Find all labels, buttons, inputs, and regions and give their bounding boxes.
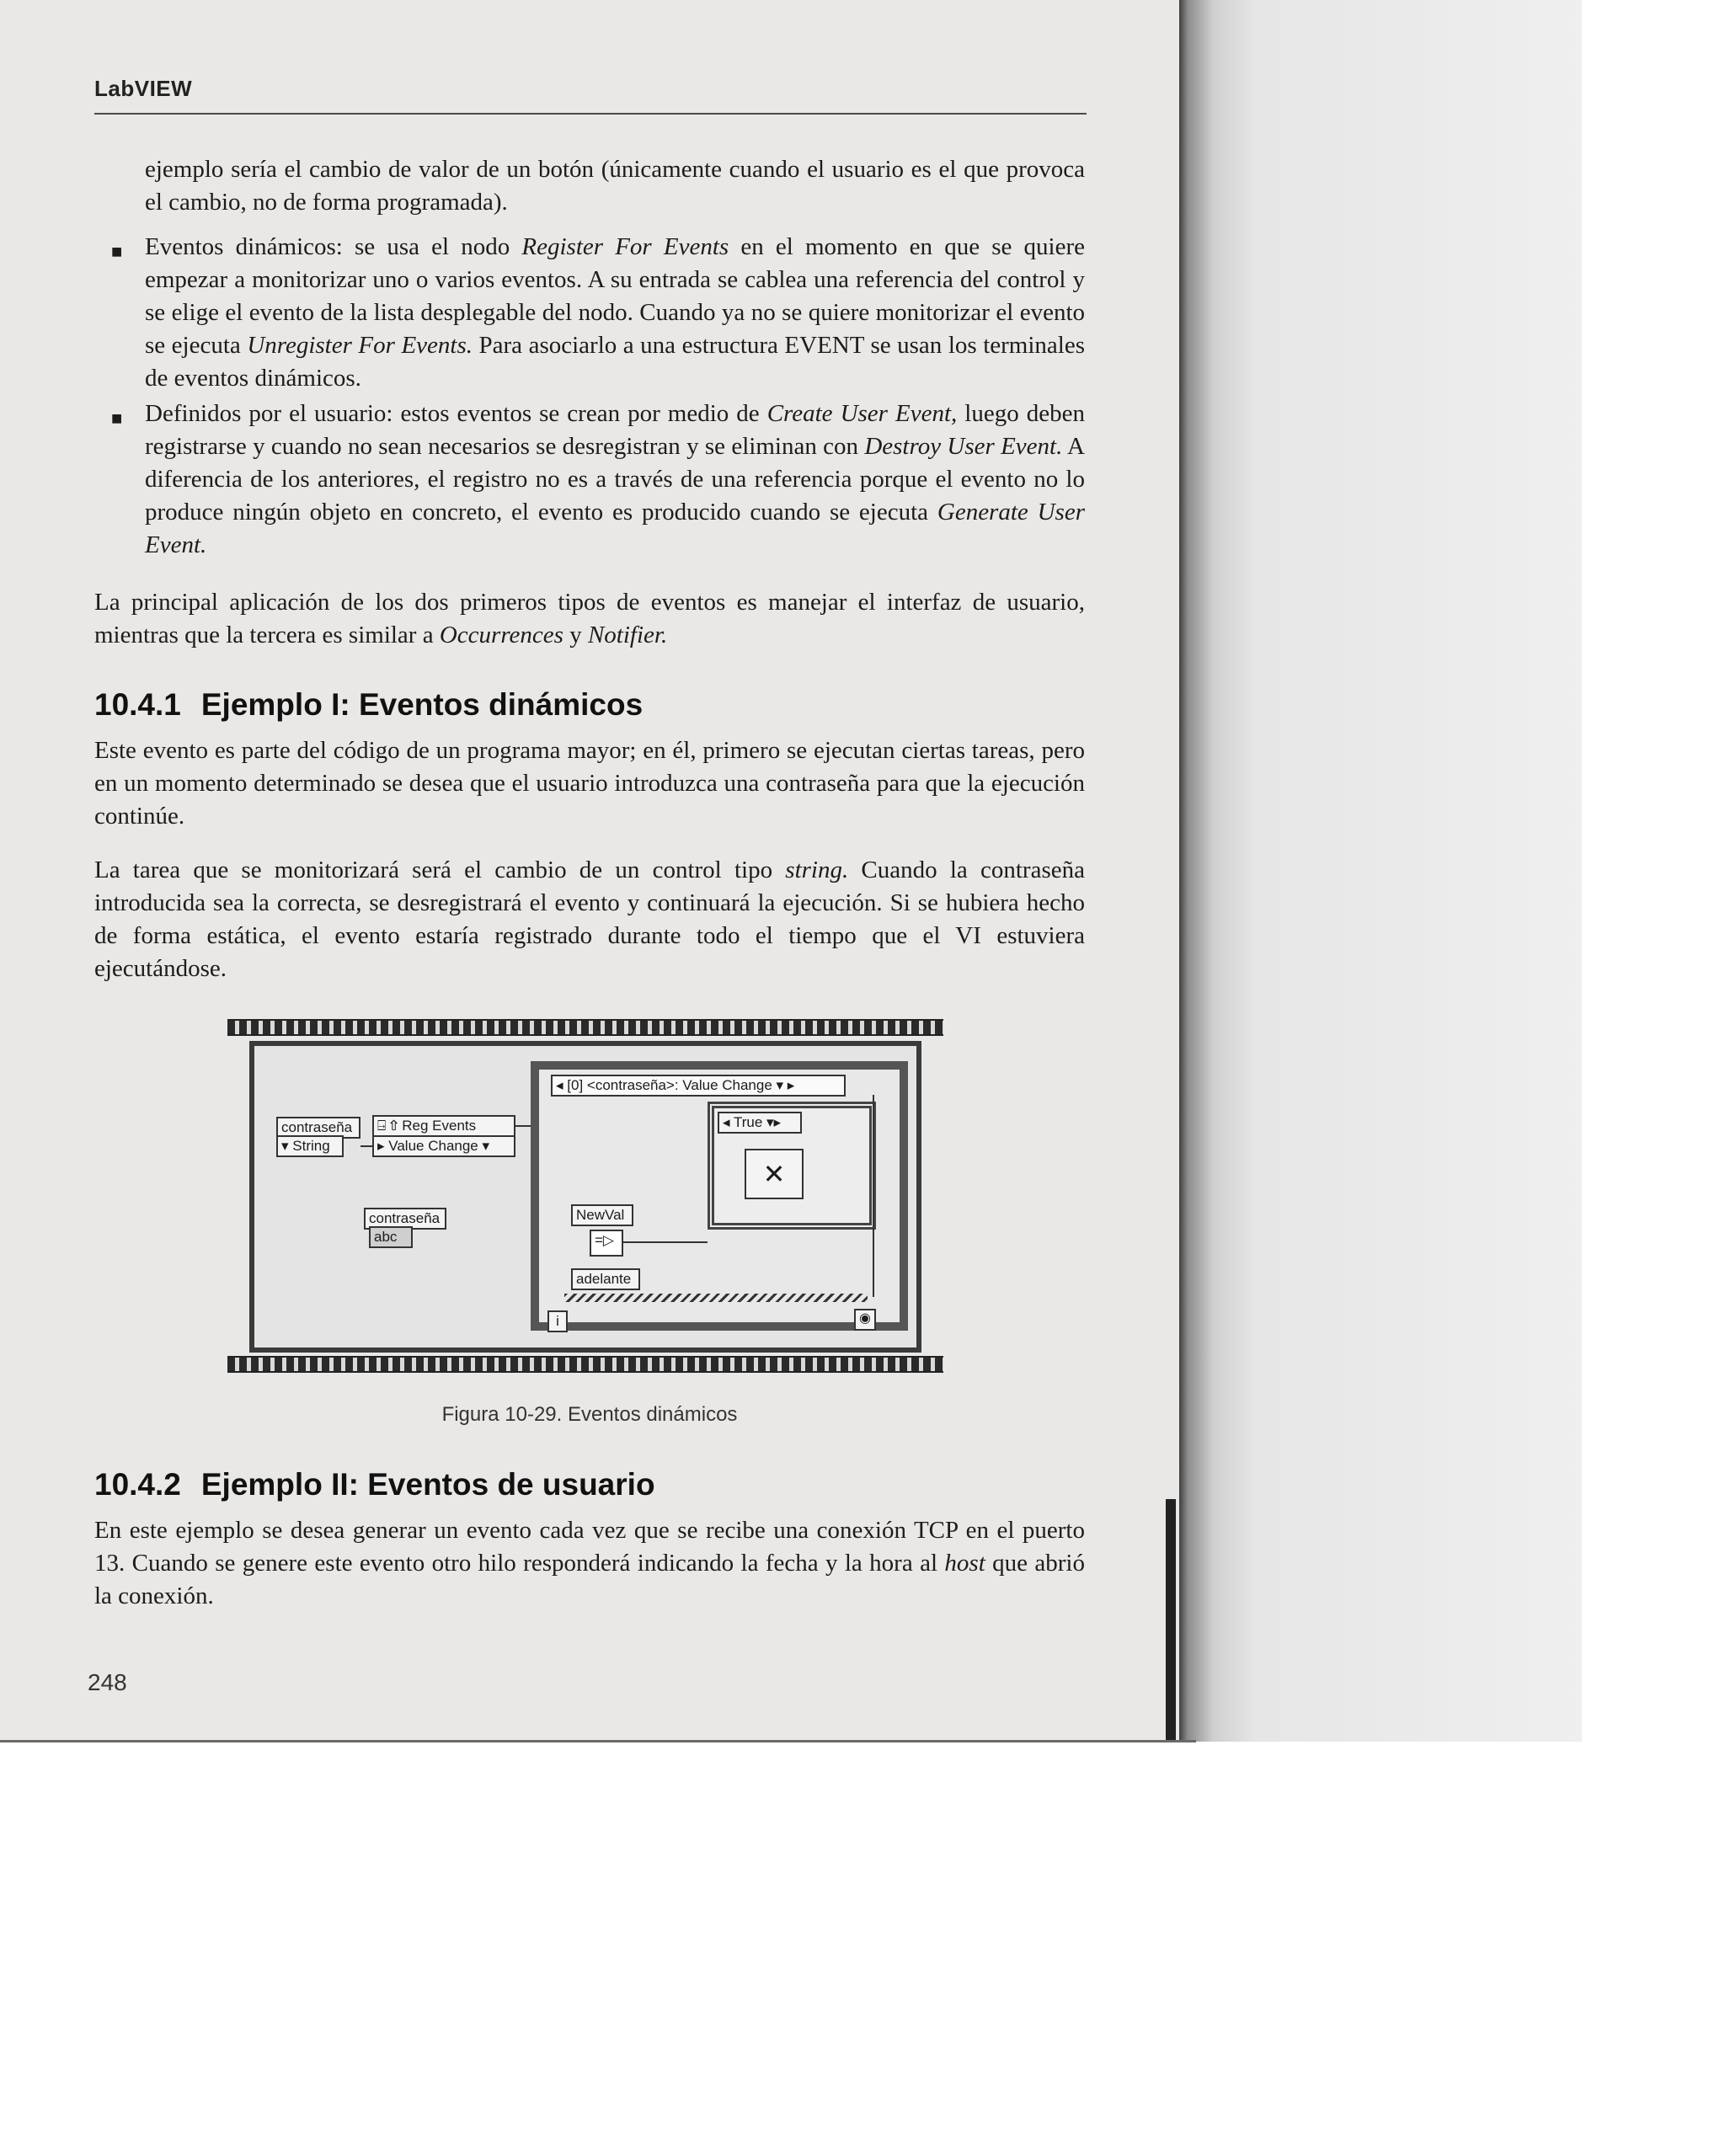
abc-terminal: abc xyxy=(369,1226,413,1248)
case-selector: ◂ True ▾▸ xyxy=(718,1112,802,1134)
equal-compare-icon: =▷ xyxy=(590,1230,623,1257)
page-edge xyxy=(1166,1499,1176,1742)
wire xyxy=(873,1095,874,1297)
event-registration-wire xyxy=(515,1125,531,1127)
sequence-frame-top xyxy=(227,1019,943,1036)
adelante-constant: adelante xyxy=(571,1268,640,1290)
section-1-paragraph-1: Este evento es parte del código de un programa mayor; en él, primero se ejecutan ciertas tareas, pero en un momento determinado se desea que el usuario introduzca una contraseña para que la ejecución continúe. xyxy=(94,737,1085,830)
case-structure xyxy=(708,1102,876,1230)
page-fold-shadow xyxy=(1179,0,1582,1742)
bullet-dynamic-events: Eventos dinámicos: se usa el nodo Register For Events en el momento en que se quiere empezar a monitorizar uno o varios eventos. A su entrada se cablea una referencia del control y se elige el evento de la lista desplegable del nodo. Cuando ya no se quiere monitorizar el evento se ejecuta Unregister For Events. Para asociarlo a una estructura EVENT se usan los terminales de eventos dinámicos. xyxy=(145,233,1085,392)
register-event-selector: ▸ Value Change ▾ xyxy=(372,1135,515,1157)
boolean-wire xyxy=(623,1241,708,1243)
event-structure xyxy=(531,1061,908,1331)
sequence-frame-bottom xyxy=(227,1356,943,1373)
password-string-control: contraseña xyxy=(364,1208,446,1230)
figure-caption: Figura 10-29. Eventos dinámicos xyxy=(441,1403,738,1426)
page-number: 248 xyxy=(88,1669,127,1695)
control-reference-terminal: contraseña xyxy=(276,1117,360,1139)
event-case-selector: ◂ [0] <contraseña>: Value Change ▾ ▸ xyxy=(551,1075,846,1097)
wire xyxy=(360,1145,372,1147)
bullet-user-events: Definidos por el usuario: estos eventos se crean por medio de Create User Event, luego deben registrarse y cuando no sean necesarios se desregistran y se eliminan con Destroy User Event. A diferencia de los anteriores, el registro no es a través de una referencia porque el evento no lo produce ningún objeto en concreto, el evento es producido cuando se ejecuta Generate User Event. xyxy=(145,400,1085,558)
paragraph-principal: La principal aplicación de los dos primeros tipos de eventos es manejar el interfaz de usuario, mientras que la tercera es similar a Occurrences y Notifier. xyxy=(94,589,1085,648)
bullet-marker: ■ xyxy=(111,241,123,262)
section-2-paragraph-1: En este ejemplo se desea generar un evento cada vez que se recibe una conexión TCP en el puerto 13. Cuando se genere este evento otro hilo responderá indicando la fecha y la hora al host que abrió la conexión. xyxy=(94,1517,1085,1609)
section-heading-10-4-1: 10.4.1 Ejemplo I: Eventos dinámicos xyxy=(94,687,644,722)
dynamic-event-wire xyxy=(564,1294,868,1302)
loop-condition-terminal-icon: ◉ xyxy=(854,1309,876,1331)
running-head: LabVIEW xyxy=(94,76,193,101)
unregister-for-events-icon: ✕ xyxy=(745,1149,804,1199)
labview-diagram-figure xyxy=(227,1019,943,1377)
intro-paragraph: ejemplo sería el cambio de valor de un botón (únicamente cuando el usuario es el que provoca el cambio, no de forma programada). xyxy=(145,156,1085,216)
bullet-marker: ■ xyxy=(111,408,123,429)
string-type-terminal: ▾ String xyxy=(276,1135,344,1157)
newval-node: NewVal xyxy=(571,1204,633,1226)
loop-iteration-terminal: i xyxy=(547,1310,568,1332)
section-heading-10-4-2: 10.4.2 Ejemplo II: Eventos de usuario xyxy=(94,1467,655,1502)
page-bottom-edge xyxy=(0,1740,1196,1742)
register-for-events-node: ⍈ ⇧ Reg Events xyxy=(372,1115,515,1137)
header-rule xyxy=(94,113,1087,115)
section-1-paragraph-2: La tarea que se monitorizará será el cambio de un control tipo string. Cuando la contraseña introducida sea la correcta, se desregistrará el evento y continuará la ejecución. Si se hubiera hecho de forma estática, el evento estaría registrado durante todo el tiempo que el VI estuviera ejecutándose. xyxy=(94,857,1085,982)
